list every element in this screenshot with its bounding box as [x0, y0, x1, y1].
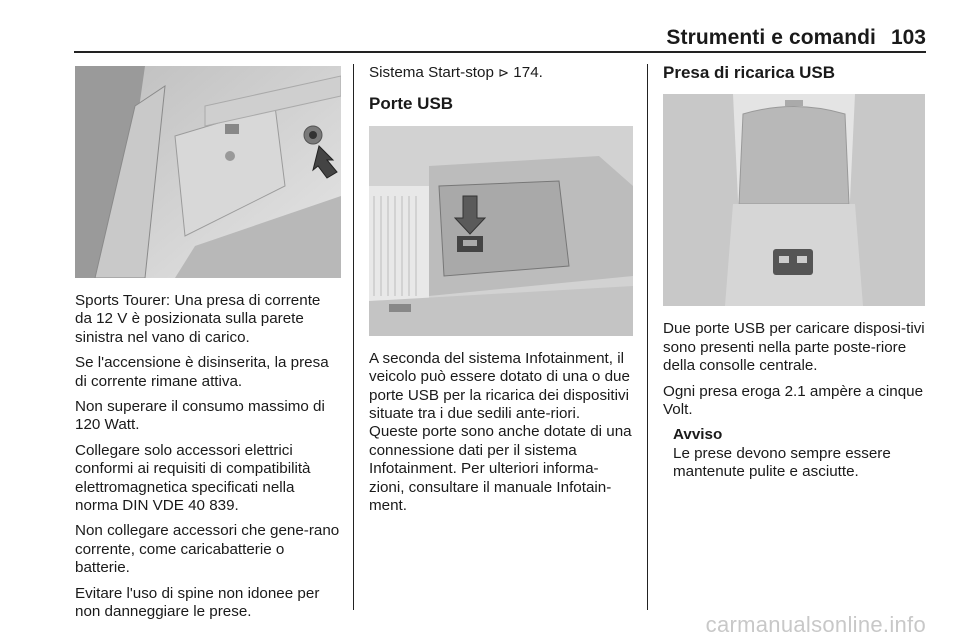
notice-title: Avviso [673, 426, 723, 444]
middle-column [369, 64, 633, 522]
cargo-area-socket-figure [75, 66, 341, 278]
paragraph: Ogni presa eroga 2.1 ampère a cinque Volt. [663, 382, 924, 419]
cross-reference-text: Sistema Start-stop [369, 64, 494, 81]
page-number: 103 [890, 26, 926, 49]
right-column [663, 64, 927, 482]
front-usb-ports-figure [369, 126, 633, 336]
cross-reference-arrow-icon: ⊳ [498, 65, 510, 80]
column-divider-left [353, 64, 354, 610]
notice-box [663, 426, 927, 481]
left-column [75, 66, 341, 629]
section-heading-usb-ports: Porte USB [369, 94, 454, 114]
paragraph: Se l'accensione è disinserita, la presa di corrente rimane attiva. [75, 354, 329, 390]
paragraph: Evitare l'uso di spine non idonee per non danneggiare le prese. [75, 584, 320, 621]
watermark: carmanualsonline.info [705, 612, 926, 637]
paragraph: Non collegare accessori che gene-rano corrente, come caricabatterie o batterie. [75, 522, 340, 577]
paragraph: A seconda del sistema Infotainment, il veicolo può essere dotato di una o due porte USB per la ricarica dei dispositivi situate tra i due sedili ante-riori. Queste porte sono anche dotate di una connessione dati per il sistema Infotainment. Per ulteriori informa-zioni, consultare il manuale Infotain-ment. [369, 349, 632, 515]
paragraph: Sports Tourer: Una presa di corrente da 12 V è posizionata sulla parete sinistra nel vano di carico. [75, 292, 321, 346]
cross-reference[interactable] [369, 64, 633, 82]
column-divider-right [647, 64, 648, 610]
running-header-title: Strumenti e comandi [666, 26, 876, 49]
paragraph: Collegare solo accessori elettrici conformi ai requisiti di compatibilità elettromagnetica specificati nella norma DIN VDE 40 839. [75, 441, 311, 515]
section-heading-usb-charging: Presa di ricarica USB [663, 63, 835, 82]
paragraph: Non superare il consumo massimo di 120 Watt. [75, 398, 325, 434]
header-rule [74, 51, 926, 53]
paragraph: Due porte USB per caricare disposi-tivi sono presenti nella parte poste-riore della consolle centrale. [663, 320, 925, 375]
cross-reference-page: 174. [513, 64, 543, 81]
rear-usb-charging-figure [663, 94, 925, 306]
notice-text: Le prese devono sempre essere mantenute pulite e asciutte. [673, 444, 891, 481]
